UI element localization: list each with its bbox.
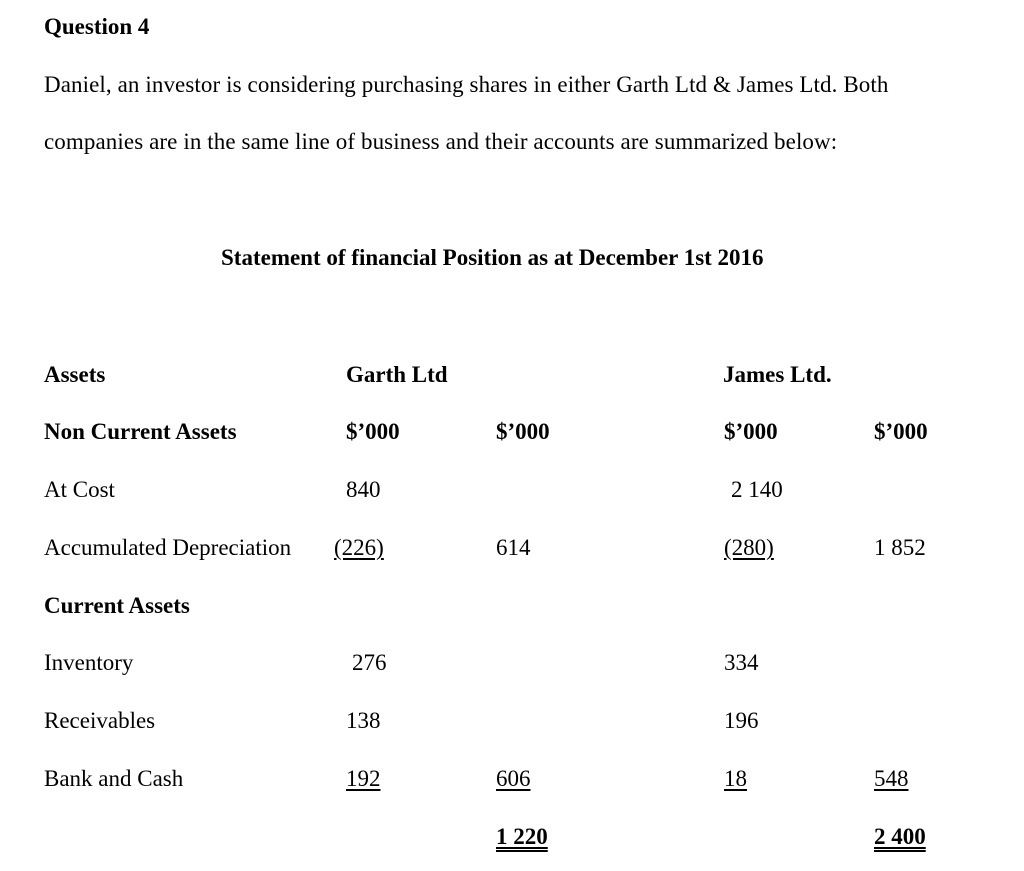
garth-header: Garth Ltd: [346, 362, 448, 387]
acc-dep-label: Accumulated Depreciation: [44, 535, 292, 560]
at-cost-label: At Cost: [44, 477, 115, 502]
inventory-james: 334: [724, 650, 759, 675]
question-text-line-2: companies are in the same line of business and their accounts are summarized below:: [44, 129, 838, 154]
question-heading: Question 4: [44, 14, 150, 39]
at-cost-james: 2 140: [731, 477, 783, 502]
receivables-garth: 138: [346, 708, 381, 733]
at-cost-garth: 840: [346, 477, 381, 502]
receivables-james: 196: [724, 708, 759, 733]
bank-cash-james-col2: 548: [874, 766, 909, 791]
assets-header: Assets: [44, 362, 106, 387]
bank-cash-james-col1: 18: [724, 766, 747, 791]
garth-unit-col2: $’000: [496, 419, 550, 444]
acc-dep-james-col1: (280): [724, 535, 774, 560]
james-unit-col2: $’000: [874, 419, 928, 444]
bank-cash-garth-col1: 192: [346, 766, 381, 791]
acc-dep-garth-col2: 614: [496, 535, 531, 560]
statement-title: Statement of financial Position as at December 1st 2016: [221, 245, 764, 270]
total-james: 2 400: [874, 824, 926, 849]
receivables-label: Receivables: [44, 708, 156, 733]
james-unit-col1: $’000: [724, 419, 778, 444]
acc-dep-james-col2: 1 852: [874, 535, 926, 560]
james-header: James Ltd.: [723, 362, 832, 387]
bank-cash-garth-col2: 606: [496, 766, 531, 791]
bank-cash-label: Bank and Cash: [44, 766, 184, 791]
total-garth: 1 220: [496, 824, 548, 849]
inventory-label: Inventory: [44, 650, 134, 675]
acc-dep-garth-col1: (226): [334, 535, 384, 560]
inventory-garth: 276: [352, 650, 387, 675]
current-assets-label: Current Assets: [44, 593, 190, 618]
garth-unit-col1: $’000: [346, 419, 400, 444]
question-text-line-1: Daniel, an investor is considering purchasing shares in either Garth Ltd & James Ltd. Both: [44, 72, 889, 97]
non-current-assets-label: Non Current Assets: [44, 419, 237, 444]
